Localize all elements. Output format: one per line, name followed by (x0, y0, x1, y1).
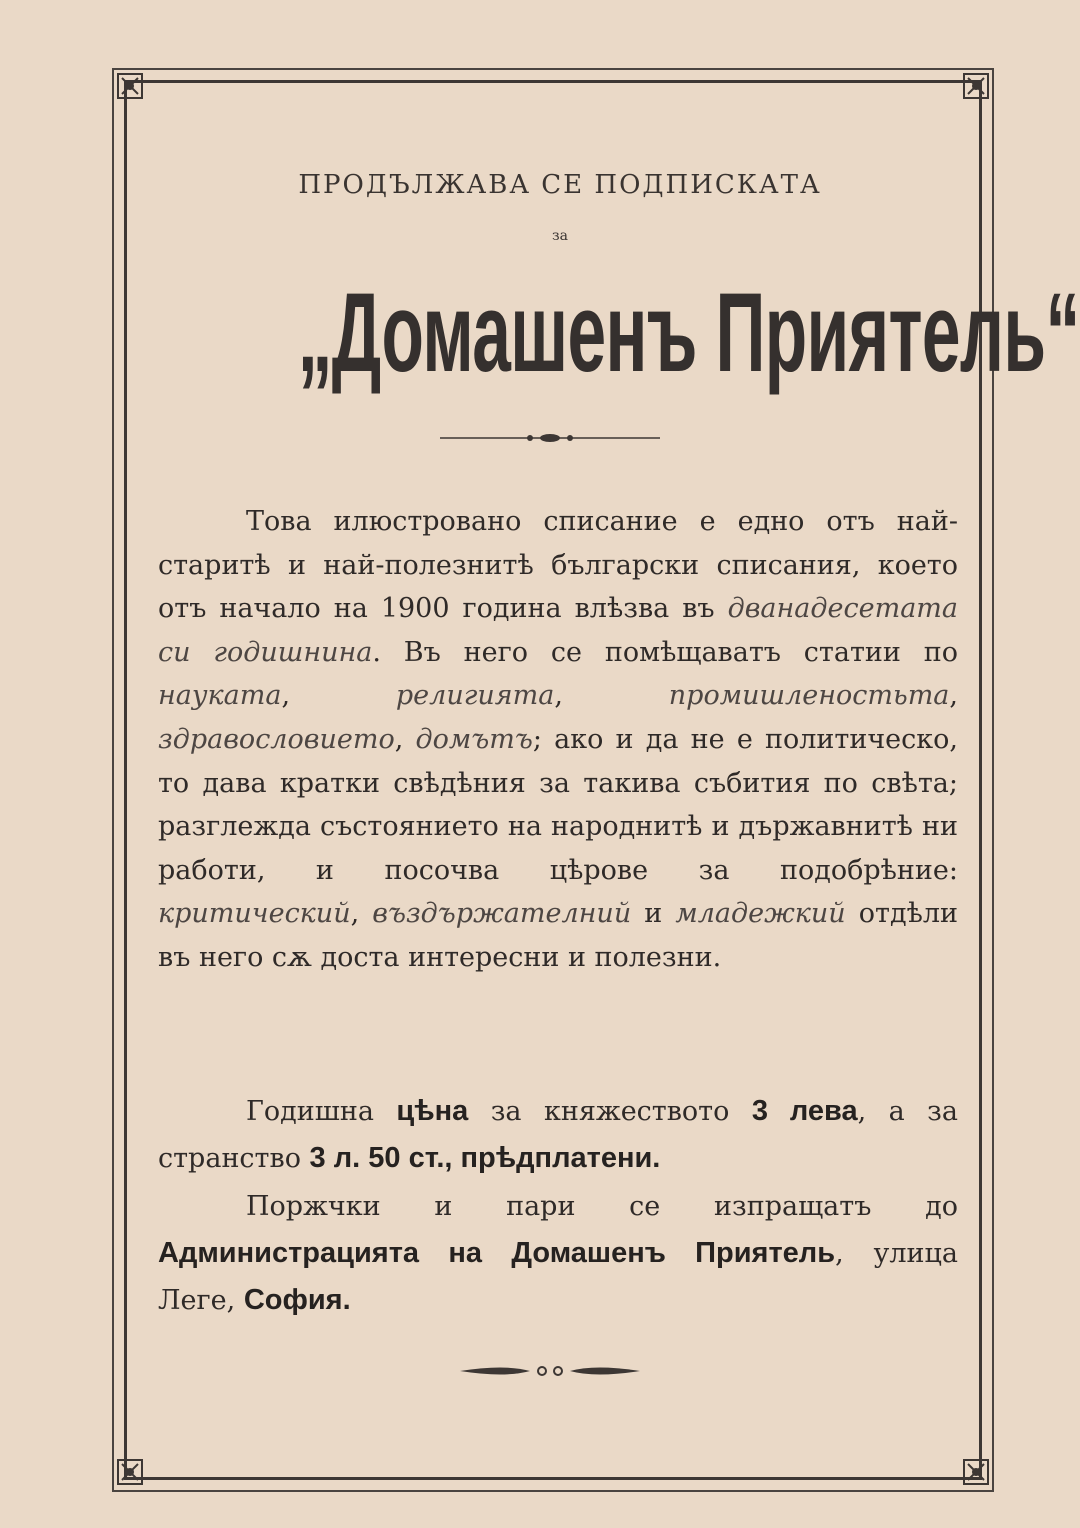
orders-paragraph: Поржчки и пари се изпращатъ до Администрацията на Домашенъ Приятель, улица Леге, София. (158, 1191, 958, 1316)
magazine-title: „Домашенъ Приятель“ (297, 270, 1080, 395)
subscription-heading: ПРОДЪЛЖАВА СЕ ПОДПИСКАТА (298, 170, 822, 200)
divider-ornament-icon (440, 428, 660, 448)
corner-ornament-icon (110, 66, 150, 106)
corner-ornament-icon (956, 1452, 996, 1492)
corner-ornament-icon (110, 1452, 150, 1492)
price-paragraph: Годишна цѣна за княжеството 3 лева, а за странство 3 л. 50 ст., прѣдплатени. (158, 1095, 959, 1174)
corner-ornament-icon (956, 66, 996, 106)
description-paragraph: Това илюстровано списание е едно отъ най-старитѣ и най-полезнитѣ български списания, което отъ начало на 1900 година влѣзва въ дванадесетата си годишнина. Въ него се помѣщаватъ статии по науката, религията, промишленостьта, здравословието, домътъ; ако и да не е политическо, то дава кратки свѣдѣния за такива събития по свѣта; разглежда състоянието на народнитѣ и държавнитѣ ни работи, и посочва цѣрове за подобрѣние: критический, въздържателний и младежкий отдѣли въ него сѫ доста интересни и полезни. (158, 506, 958, 973)
for-word: за (552, 228, 568, 244)
end-ornament-icon (460, 1360, 640, 1382)
